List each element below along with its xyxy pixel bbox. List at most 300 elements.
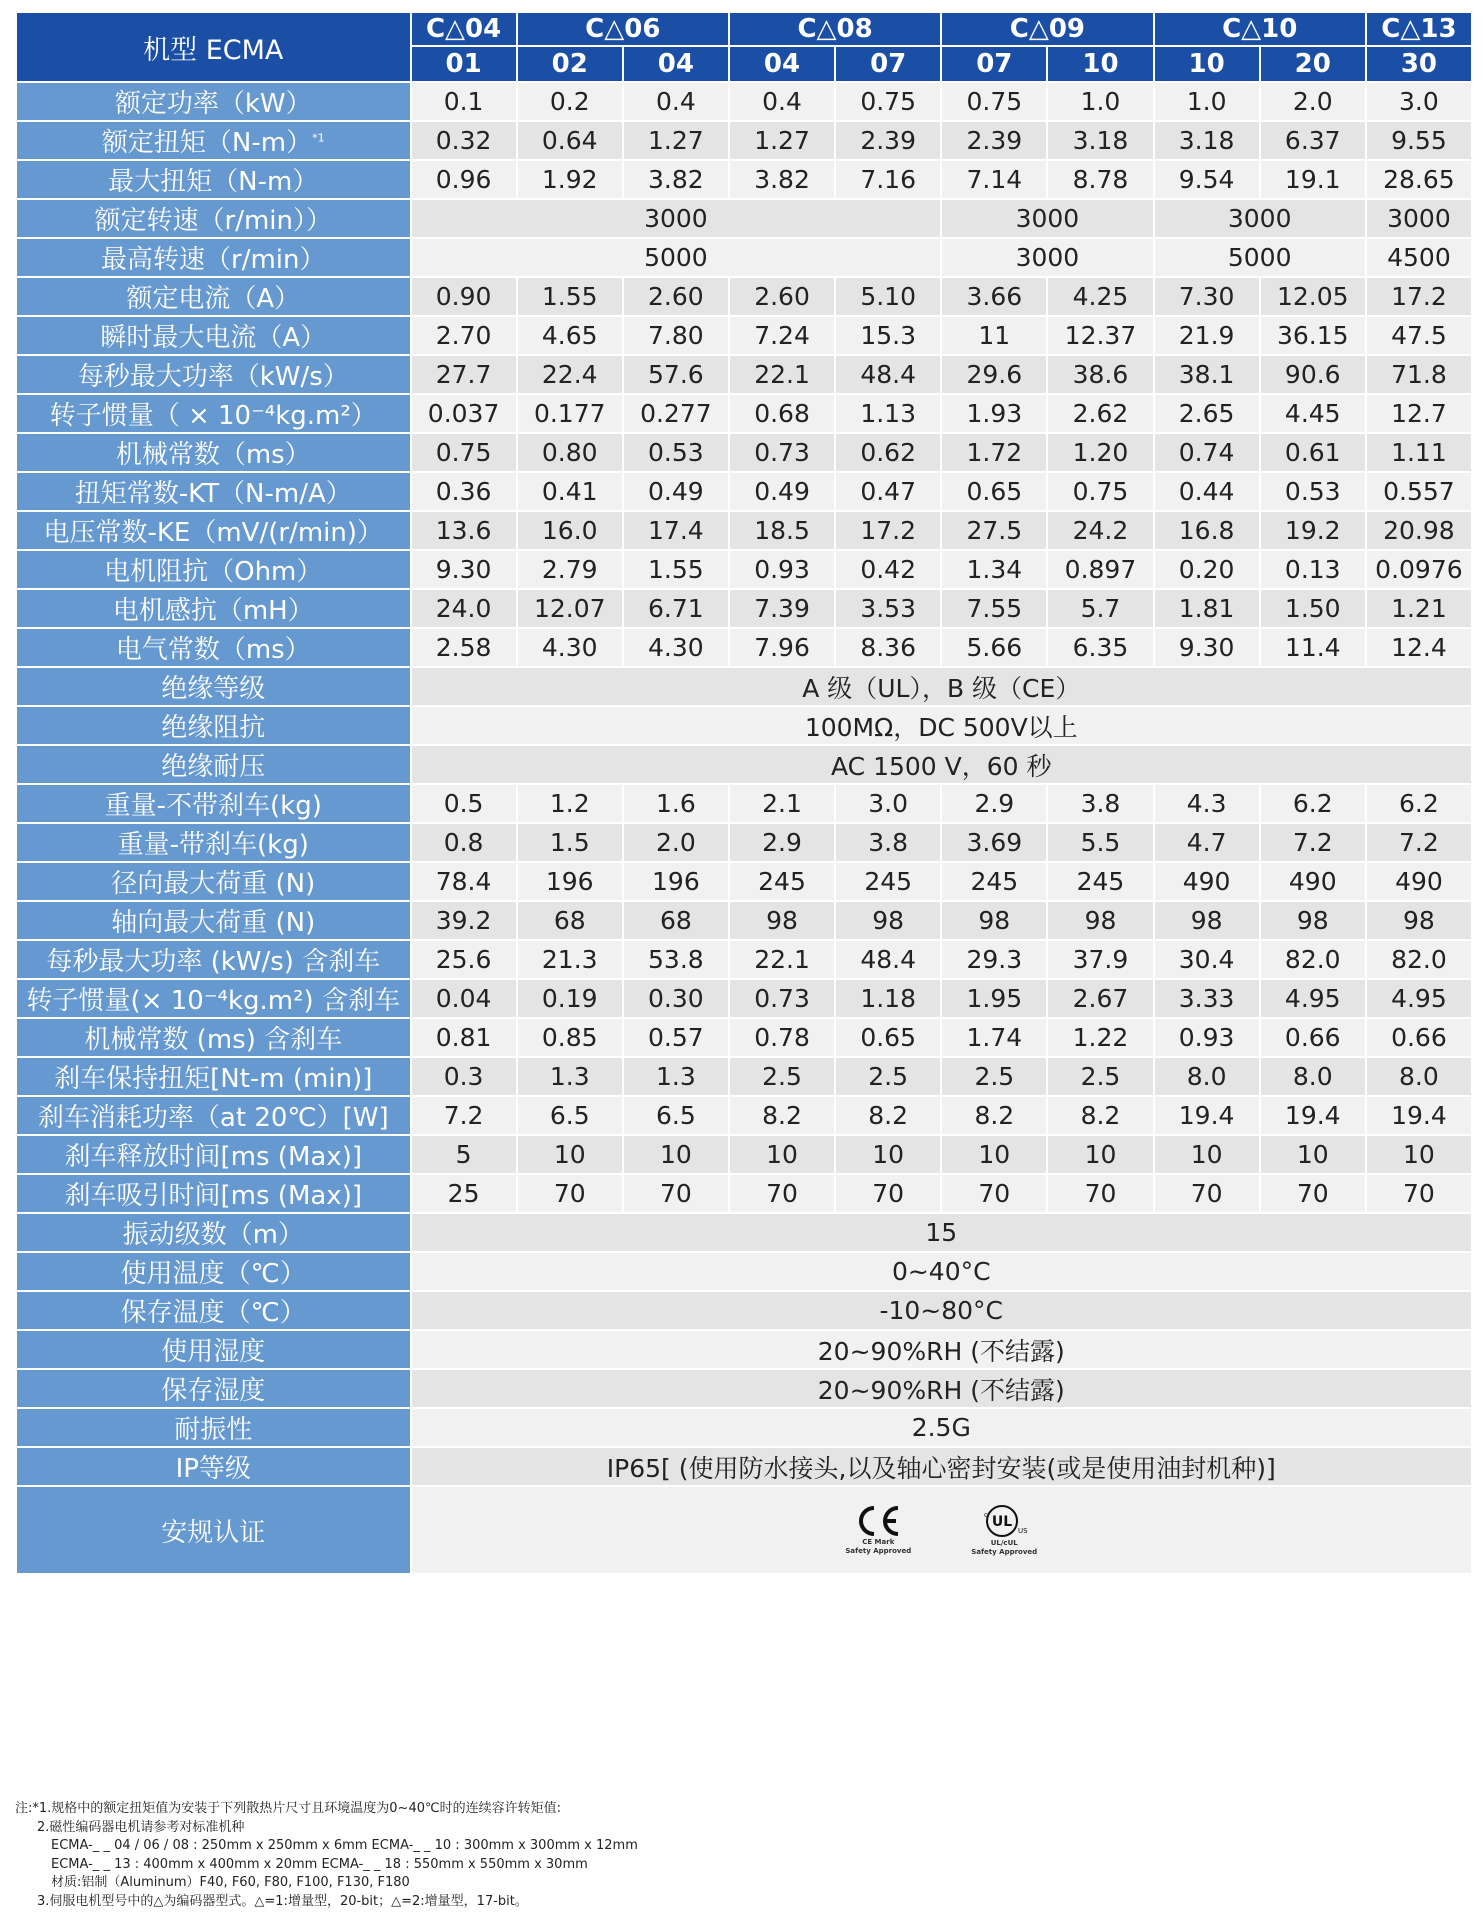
table-cell: 245 <box>1047 862 1153 901</box>
table-cell: 0.85 <box>517 1018 623 1057</box>
table-cell: 7.2 <box>1260 823 1366 862</box>
table-row <box>16 433 1472 472</box>
merged-cell: 3000 <box>941 199 1153 238</box>
table-cell: 78.4 <box>411 862 517 901</box>
model-group-header: C△04 <box>411 12 517 46</box>
merged-cell: -10~80°C <box>411 1291 1472 1330</box>
table-cell: 6.35 <box>1047 628 1153 667</box>
table-cell: 0.53 <box>623 433 729 472</box>
table-cell: 68 <box>623 901 729 940</box>
table-row <box>16 121 1472 160</box>
table-row <box>16 745 1472 784</box>
note-line: 3.伺服电机型号中的△为编码器型式。△=1:增量型，20-bit；△=2:增量型，17-bit。 <box>37 1893 528 1909</box>
merged-cell: 20~90%RH (不结露) <box>411 1369 1472 1408</box>
row-label-text: 额定电流（A） <box>126 284 301 314</box>
row-label-text: 瞬时最大电流（A） <box>100 323 327 353</box>
table-row <box>16 355 1472 394</box>
table-cell: 19.1 <box>1260 160 1366 199</box>
table-cell: 245 <box>941 862 1047 901</box>
table-row <box>16 1330 1472 1369</box>
merged-cell: 0~40°C <box>411 1252 1472 1291</box>
table-cell: 3.18 <box>1047 121 1153 160</box>
table-cell: 8.78 <box>1047 160 1153 199</box>
table-cell: 12.05 <box>1260 277 1366 316</box>
table-cell: 1.74 <box>941 1018 1047 1057</box>
table-row <box>16 784 1472 823</box>
table-cell: 6.37 <box>1260 121 1366 160</box>
table-cell: 19.4 <box>1260 1096 1366 1135</box>
cert-caption: Safety Approved <box>845 1547 912 1555</box>
row-label <box>16 355 411 394</box>
table-cell: 0.61 <box>1260 433 1366 472</box>
row-label-text: 刹车吸引时间[ms (Max)] <box>64 1181 362 1211</box>
table-cell: 25.6 <box>411 940 517 979</box>
table-cell: 2.79 <box>517 550 623 589</box>
table-cell: 24.2 <box>1047 511 1153 550</box>
model-group-header: C△08 <box>729 12 941 46</box>
table-row <box>16 1291 1472 1330</box>
table-cell: 25 <box>411 1174 517 1213</box>
row-label <box>16 316 411 355</box>
table-cell: 70 <box>1047 1174 1153 1213</box>
table-cell: 6.2 <box>1260 784 1366 823</box>
table-cell: 490 <box>1366 862 1472 901</box>
table-cell: 0.2 <box>517 82 623 121</box>
table-cell: 0.44 <box>1154 472 1260 511</box>
row-label <box>16 901 411 940</box>
table-cell: 11 <box>941 316 1047 355</box>
table-cell: 12.4 <box>1366 628 1472 667</box>
row-label <box>16 706 411 745</box>
table-cell: 1.0 <box>1047 82 1153 121</box>
row-label-text: 径向最大荷重 (N) <box>111 869 316 899</box>
table-cell: 1.20 <box>1047 433 1153 472</box>
merged-cell: 5000 <box>411 238 942 277</box>
table-cell: 10 <box>1260 1135 1366 1174</box>
table-cell: 0.32 <box>411 121 517 160</box>
svg-text:UL: UL <box>992 1514 1013 1530</box>
row-label-text: 转子惯量(× 10⁻⁴kg.m²) 含刹车 <box>26 986 400 1016</box>
table-cell: 245 <box>729 862 835 901</box>
table-cell: 0.8 <box>411 823 517 862</box>
row-label <box>16 979 411 1018</box>
model-code-header: 02 <box>517 46 623 82</box>
table-cell: 2.67 <box>1047 979 1153 1018</box>
table-cell: 0.36 <box>411 472 517 511</box>
table-cell: 0.80 <box>517 433 623 472</box>
table-cell: 1.27 <box>729 121 835 160</box>
table-cell: 0.73 <box>729 979 835 1018</box>
row-label <box>16 1096 411 1135</box>
table-row <box>16 550 1472 589</box>
row-label <box>16 394 411 433</box>
table-cell: 0.20 <box>1154 550 1260 589</box>
table-cell: 11.4 <box>1260 628 1366 667</box>
row-label <box>16 628 411 667</box>
table-cell: 16.8 <box>1154 511 1260 550</box>
table-cell: 0.4 <box>623 82 729 121</box>
table-cell: 0.74 <box>1154 433 1260 472</box>
table-cell: 0.4 <box>729 82 835 121</box>
spec-table <box>15 11 1473 1575</box>
table-cell: 0.90 <box>411 277 517 316</box>
table-cell: 17.4 <box>623 511 729 550</box>
table-cell: 0.78 <box>729 1018 835 1057</box>
row-label-text: 转子惯量（ × 10⁻⁴kg.m²） <box>49 401 377 431</box>
table-cell: 38.6 <box>1047 355 1153 394</box>
table-cell: 57.6 <box>623 355 729 394</box>
table-header <box>16 12 1472 82</box>
row-label <box>16 862 411 901</box>
model-code-header: 30 <box>1366 46 1472 82</box>
model-group-header: C△09 <box>941 12 1153 46</box>
row-label-text: 机械常数（ms） <box>115 440 311 470</box>
table-cell: 28.65 <box>1366 160 1472 199</box>
table-cell: 3.53 <box>835 589 941 628</box>
model-code-header: 07 <box>941 46 1047 82</box>
row-label-text: 电压常数-KE（mV/(r/min)） <box>43 518 383 548</box>
table-cell: 10 <box>835 1135 941 1174</box>
table-cell: 0.47 <box>835 472 941 511</box>
note-line: 材质:铝制（Aluminum）F40, F60, F80, F100, F130, F180 <box>51 1875 410 1890</box>
merged-cell: 3000 <box>1366 199 1472 238</box>
table-row <box>16 1174 1472 1213</box>
merged-cell: 5000 <box>1154 238 1366 277</box>
table-cell: 22.1 <box>729 355 835 394</box>
model-code-header: 01 <box>411 46 517 82</box>
table-row <box>16 901 1472 940</box>
table-cell: 8.2 <box>941 1096 1047 1135</box>
table-cell: 0.5 <box>411 784 517 823</box>
row-label-text: 每秒最大功率 (kW/s) 含刹车 <box>46 947 381 977</box>
table-cell: 8.2 <box>835 1096 941 1135</box>
row-label-text: 每秒最大功率（kW/s） <box>77 362 349 392</box>
table-cell: 0.62 <box>835 433 941 472</box>
row-label-text: 刹车释放时间[ms (Max)] <box>64 1142 362 1172</box>
table-cell: 0.3 <box>411 1057 517 1096</box>
table-cell: 9.55 <box>1366 121 1472 160</box>
table-cell: 0.49 <box>623 472 729 511</box>
table-cell: 0.65 <box>835 1018 941 1057</box>
row-label-text: 刹车消耗功率（at 20℃）[W] <box>37 1103 389 1133</box>
table-cell: 48.4 <box>835 940 941 979</box>
row-label <box>16 433 411 472</box>
table-cell: 98 <box>1154 901 1260 940</box>
table-row <box>16 1213 1472 1252</box>
table-row <box>16 1135 1472 1174</box>
table-cell: 5 <box>411 1135 517 1174</box>
ul-cul-mark-icon <box>971 1503 1037 1557</box>
table-cell: 1.72 <box>941 433 1047 472</box>
table-cell: 4.30 <box>623 628 729 667</box>
row-label: 安规认证 <box>16 1486 411 1574</box>
table-cell: 9.30 <box>1154 628 1260 667</box>
table-cell: 7.2 <box>411 1096 517 1135</box>
row-label <box>16 121 411 160</box>
table-cell: 1.81 <box>1154 589 1260 628</box>
table-cell: 10 <box>623 1135 729 1174</box>
merged-cell: 20~90%RH (不结露) <box>411 1330 1472 1369</box>
model-code-header: 04 <box>623 46 729 82</box>
table-cell: 6.5 <box>517 1096 623 1135</box>
table-row <box>16 277 1472 316</box>
table-cell: 0.41 <box>517 472 623 511</box>
table-cell: 48.4 <box>835 355 941 394</box>
row-label-text: 绝缘阻抗 <box>161 713 266 743</box>
table-row <box>16 316 1472 355</box>
table-cell: 7.39 <box>729 589 835 628</box>
table-cell: 19.4 <box>1154 1096 1260 1135</box>
table-cell: 2.9 <box>729 823 835 862</box>
table-cell: 10 <box>729 1135 835 1174</box>
row-label <box>16 667 411 706</box>
table-cell: 98 <box>835 901 941 940</box>
table-cell: 1.22 <box>1047 1018 1153 1057</box>
table-cell: 1.11 <box>1366 433 1472 472</box>
table-cell: 1.21 <box>1366 589 1472 628</box>
table-cell: 0.04 <box>411 979 517 1018</box>
table-cell: 4.3 <box>1154 784 1260 823</box>
table-cell: 8.2 <box>1047 1096 1153 1135</box>
certification-row <box>16 1486 1472 1574</box>
table-body <box>16 82 1472 1574</box>
table-row <box>16 1408 1472 1447</box>
header-group-row <box>16 12 1472 46</box>
table-cell: 6.5 <box>623 1096 729 1135</box>
table-cell: 0.66 <box>1366 1018 1472 1057</box>
model-code-header: 10 <box>1047 46 1153 82</box>
table-cell: 3.82 <box>729 160 835 199</box>
table-row <box>16 199 1472 238</box>
table-cell: 0.53 <box>1260 472 1366 511</box>
table-cell: 7.96 <box>729 628 835 667</box>
svg-text:c: c <box>984 1511 989 1519</box>
table-cell: 1.0 <box>1154 82 1260 121</box>
table-cell: 1.27 <box>623 121 729 160</box>
table-cell: 38.1 <box>1154 355 1260 394</box>
row-label <box>16 1291 411 1330</box>
table-cell: 5.5 <box>1047 823 1153 862</box>
table-cell: 0.64 <box>517 121 623 160</box>
merged-cell: 15 <box>411 1213 1472 1252</box>
table-cell: 22.1 <box>729 940 835 979</box>
table-cell: 1.18 <box>835 979 941 1018</box>
table-cell: 27.5 <box>941 511 1047 550</box>
table-cell: 12.07 <box>517 589 623 628</box>
table-cell: 0.177 <box>517 394 623 433</box>
table-cell: 39.2 <box>411 901 517 940</box>
table-cell: 2.60 <box>623 277 729 316</box>
table-cell: 0.13 <box>1260 550 1366 589</box>
table-cell: 6.2 <box>1366 784 1472 823</box>
table-cell: 10 <box>1047 1135 1153 1174</box>
table-cell: 1.92 <box>517 160 623 199</box>
table-cell: 0.75 <box>941 82 1047 121</box>
table-row <box>16 1252 1472 1291</box>
table-cell: 8.0 <box>1154 1057 1260 1096</box>
merged-cell: 3000 <box>1154 199 1366 238</box>
table-cell: 0.81 <box>411 1018 517 1057</box>
table-row <box>16 394 1472 433</box>
table-cell: 0.277 <box>623 394 729 433</box>
table-cell: 68 <box>517 901 623 940</box>
table-cell: 2.62 <box>1047 394 1153 433</box>
table-cell: 70 <box>1366 1174 1472 1213</box>
note-line: ECMA-_ _ 13 : 400mm x 400mm x 20mm ECMA-_ _ 18 : 550mm x 550mm x 30mm <box>51 1856 588 1872</box>
table-cell: 0.42 <box>835 550 941 589</box>
table-cell: 1.55 <box>517 277 623 316</box>
row-label <box>16 589 411 628</box>
table-row <box>16 1057 1472 1096</box>
table-cell: 30.4 <box>1154 940 1260 979</box>
table-cell: 12.7 <box>1366 394 1472 433</box>
table-cell: 1.6 <box>623 784 729 823</box>
table-cell: 12.37 <box>1047 316 1153 355</box>
table-cell: 10 <box>517 1135 623 1174</box>
table-row <box>16 238 1472 277</box>
row-label <box>16 82 411 121</box>
table-cell: 0.75 <box>835 82 941 121</box>
row-label-text: 额定转速（r/min）） <box>94 206 332 236</box>
table-cell: 2.70 <box>411 316 517 355</box>
table-cell: 8.36 <box>835 628 941 667</box>
table-cell: 196 <box>623 862 729 901</box>
table-cell: 3.8 <box>835 823 941 862</box>
table-cell: 0.66 <box>1260 1018 1366 1057</box>
row-label-text: 保存湿度 <box>161 1376 266 1406</box>
table-cell: 19.4 <box>1366 1096 1472 1135</box>
table-cell: 8.0 <box>1260 1057 1366 1096</box>
row-label <box>16 199 411 238</box>
table-cell: 1.2 <box>517 784 623 823</box>
table-cell: 1.13 <box>835 394 941 433</box>
table-cell: 2.39 <box>941 121 1047 160</box>
table-cell: 70 <box>1154 1174 1260 1213</box>
table-cell: 2.1 <box>729 784 835 823</box>
row-label <box>16 160 411 199</box>
row-label-text: 保存温度（℃） <box>120 1298 306 1328</box>
table-cell: 1.34 <box>941 550 1047 589</box>
table-cell: 0.0976 <box>1366 550 1472 589</box>
table-cell: 70 <box>517 1174 623 1213</box>
table-cell: 3.33 <box>1154 979 1260 1018</box>
table-cell: 47.5 <box>1366 316 1472 355</box>
table-cell: 1.3 <box>517 1057 623 1096</box>
row-label-text: 轴向最大荷重 (N) <box>111 908 316 938</box>
row-label-text: 电机阻抗（Ohm） <box>104 557 323 587</box>
table-cell: 0.65 <box>941 472 1047 511</box>
row-label-text: 重量-带刹车(kg) <box>117 830 309 860</box>
merged-cell: AC 1500 V，60 秒 <box>411 745 1472 784</box>
table-cell: 20.98 <box>1366 511 1472 550</box>
table-cell: 98 <box>941 901 1047 940</box>
merged-cell: 2.5G <box>411 1408 1472 1447</box>
table-cell: 7.24 <box>729 316 835 355</box>
table-cell: 36.15 <box>1260 316 1366 355</box>
table-row <box>16 472 1472 511</box>
table-cell: 3.69 <box>941 823 1047 862</box>
table-cell: 4.45 <box>1260 394 1366 433</box>
row-label <box>16 823 411 862</box>
table-cell: 2.0 <box>623 823 729 862</box>
row-label-text: 电气常数（ms） <box>115 635 311 665</box>
row-label-text: 耐振性 <box>174 1415 253 1445</box>
table-cell: 29.6 <box>941 355 1047 394</box>
table-row <box>16 940 1472 979</box>
table-cell: 0.557 <box>1366 472 1472 511</box>
table-row <box>16 823 1472 862</box>
table-cell: 98 <box>729 901 835 940</box>
table-row <box>16 1096 1472 1135</box>
table-cell: 490 <box>1154 862 1260 901</box>
table-cell: 0.57 <box>623 1018 729 1057</box>
table-cell: 7.2 <box>1366 823 1472 862</box>
row-label-text: 使用湿度 <box>161 1337 266 1367</box>
row-label-text: 最高转速（r/min） <box>101 245 326 275</box>
table-cell: 0.96 <box>411 160 517 199</box>
table-cell: 2.65 <box>1154 394 1260 433</box>
cert-caption: UL/cUL <box>990 1539 1018 1547</box>
row-label <box>16 550 411 589</box>
footnote-marker: *1 <box>312 131 325 145</box>
table-cell: 98 <box>1260 901 1366 940</box>
model-corner-label: 机型 ECMA <box>16 12 411 82</box>
table-cell: 70 <box>729 1174 835 1213</box>
cert-caption: Safety Approved <box>971 1548 1038 1556</box>
row-label <box>16 1330 411 1369</box>
table-cell: 21.3 <box>517 940 623 979</box>
table-cell: 7.14 <box>941 160 1047 199</box>
table-row <box>16 82 1472 121</box>
model-code-header: 04 <box>729 46 835 82</box>
row-label-text: 重量-不带刹车(kg) <box>104 791 322 821</box>
row-label <box>16 1213 411 1252</box>
table-cell: 2.0 <box>1260 82 1366 121</box>
row-label-text: 电机感抗（mH） <box>112 596 314 626</box>
table-cell: 17.2 <box>835 511 941 550</box>
model-code-header: 10 <box>1154 46 1260 82</box>
note-line: ECMA-_ _ 04 / 06 / 08 : 250mm x 250mm x 6mm ECMA-_ _ 10 : 300mm x 300mm x 12mm <box>51 1838 638 1853</box>
table-cell: 196 <box>517 862 623 901</box>
table-cell: 7.80 <box>623 316 729 355</box>
table-cell: 4.95 <box>1260 979 1366 1018</box>
table-cell: 90.6 <box>1260 355 1366 394</box>
row-label-text: 最大扭矩（N-m） <box>108 167 319 197</box>
table-cell: 70 <box>941 1174 1047 1213</box>
table-cell: 1.3 <box>623 1057 729 1096</box>
table-cell: 2.39 <box>835 121 941 160</box>
row-label-text: IP等级 <box>175 1454 251 1484</box>
row-label-text: 使用温度（℃） <box>120 1259 306 1289</box>
table-cell: 2.60 <box>729 277 835 316</box>
table-cell: 4.30 <box>517 628 623 667</box>
note-line: 2.磁性编码器电机请参考对标准机种 <box>37 1819 245 1835</box>
table-cell: 3.18 <box>1154 121 1260 160</box>
row-label-text: 额定扭矩（N-m） <box>101 128 313 158</box>
table-cell: 71.8 <box>1366 355 1472 394</box>
table-cell: 2.5 <box>1047 1057 1153 1096</box>
table-cell: 2.9 <box>941 784 1047 823</box>
table-row <box>16 1447 1472 1486</box>
note-line: 注:*1.规格中的额定扭矩值为安装于下列散热片尺寸且环境温度为0~40℃时的连续容许转矩值: <box>15 1801 561 1816</box>
table-row <box>16 1018 1472 1057</box>
row-label <box>16 511 411 550</box>
row-label <box>16 1252 411 1291</box>
table-cell: 9.54 <box>1154 160 1260 199</box>
table-row <box>16 667 1472 706</box>
table-cell: 10 <box>941 1135 1047 1174</box>
table-cell: 4.65 <box>517 316 623 355</box>
